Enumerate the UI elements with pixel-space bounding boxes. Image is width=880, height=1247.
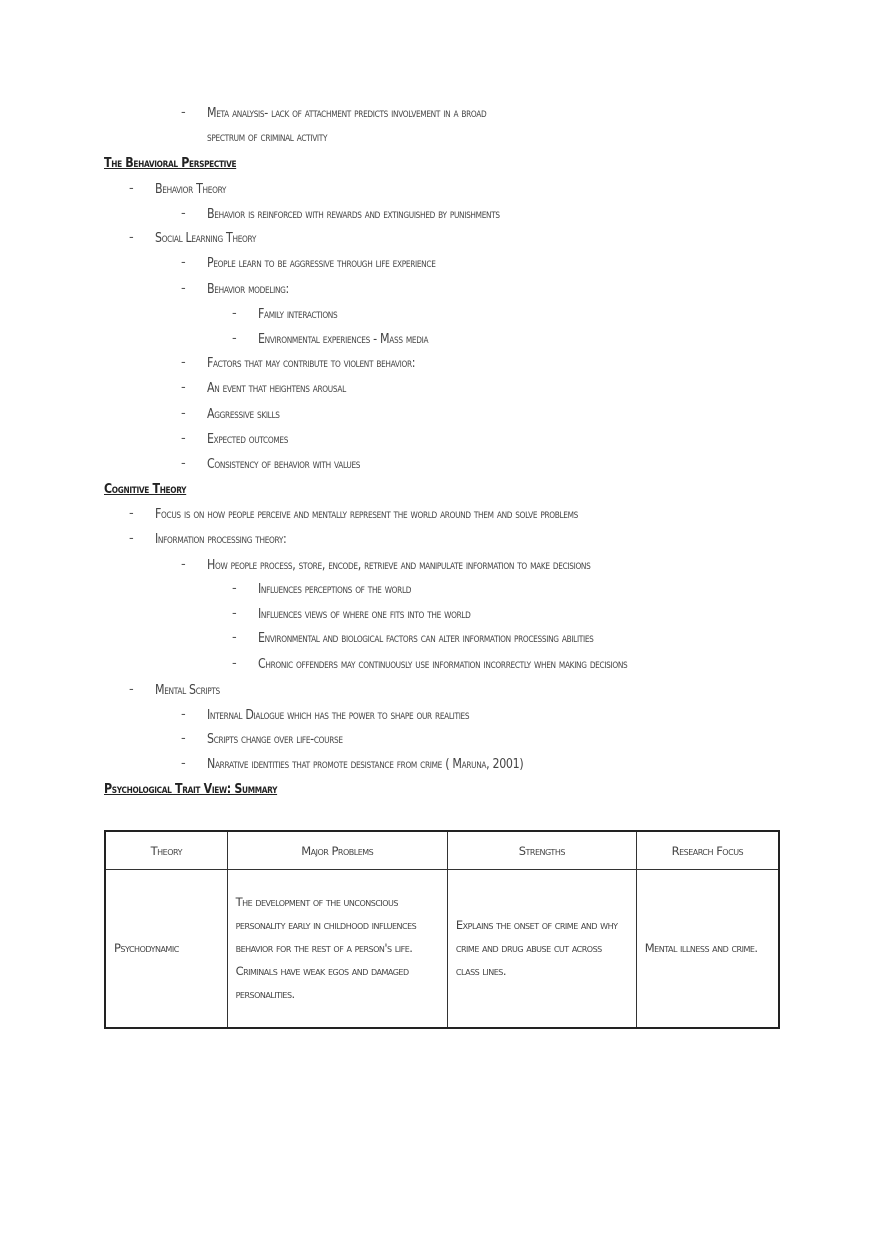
list-item: Influences perceptions of the world bbox=[258, 581, 412, 597]
bullet-dash: - bbox=[232, 606, 237, 621]
cell-theory: Psychodynamic bbox=[105, 870, 227, 1029]
bullet-dash: - bbox=[232, 331, 237, 346]
list-item: Chronic offenders may continuously use information incorrectly when making decisions bbox=[258, 656, 628, 672]
list-item: Behavior Theory bbox=[155, 181, 227, 197]
list-item: Information processing theory: bbox=[155, 531, 287, 547]
column-header-strengths: Strengths bbox=[447, 831, 636, 870]
list-item: Influences views of where one fits into the world bbox=[258, 606, 471, 622]
list-item: People learn to be aggressive through life experience bbox=[207, 255, 436, 271]
list-item: Focus is on how people perceive and mentally represent the world around them and solve problems bbox=[155, 506, 579, 522]
list-item: Family interactions bbox=[258, 306, 338, 322]
list-item: Mental Scripts bbox=[155, 682, 220, 698]
list-item: An event that heightens arousal bbox=[207, 380, 346, 396]
list-item: How people process, store, encode, retrieve and manipulate information to make decisions bbox=[207, 557, 591, 573]
table-row bbox=[105, 870, 779, 1029]
bullet-dash: - bbox=[181, 281, 186, 296]
list-item: Environmental and biological factors can alter information processing abilities bbox=[258, 630, 594, 646]
list-item-continuation: spectrum of criminal activity bbox=[207, 129, 328, 145]
bullet-dash: - bbox=[129, 506, 134, 521]
bullet-dash: - bbox=[129, 181, 134, 196]
bullet-dash: - bbox=[181, 105, 186, 120]
bullet-dash: - bbox=[181, 255, 186, 270]
bullet-dash: - bbox=[232, 656, 237, 671]
bullet-dash: - bbox=[181, 731, 186, 746]
list-item: Behavior is reinforced with rewards and extinguished by punishments bbox=[207, 206, 500, 222]
list-item: Social Learning Theory bbox=[155, 230, 257, 246]
bullet-dash: - bbox=[232, 306, 237, 321]
list-item: Aggressive skills bbox=[207, 406, 280, 422]
section-heading-summary: Psychological Trait View: Summary bbox=[104, 781, 278, 797]
table-header-row bbox=[105, 831, 779, 870]
column-header-research-focus: Research Focus bbox=[636, 831, 779, 870]
bullet-dash: - bbox=[181, 456, 186, 471]
list-item: Behavior modeling: bbox=[207, 281, 289, 297]
summary-table bbox=[104, 830, 780, 1029]
bullet-dash: - bbox=[181, 431, 186, 446]
cell-strengths: Explains the onset of crime and why crime and drug abuse cut across class lines. bbox=[447, 870, 636, 1029]
section-heading-behavioral: The Behavioral Perspective bbox=[104, 155, 237, 171]
bullet-dash: - bbox=[129, 531, 134, 546]
bullet-dash: - bbox=[129, 230, 134, 245]
list-item: Meta analysis- lack of attachment predicts involvement in a broad bbox=[207, 105, 487, 121]
column-header-major-problems: Major Problems bbox=[227, 831, 447, 870]
bullet-dash: - bbox=[181, 355, 186, 370]
bullet-dash: - bbox=[181, 756, 186, 771]
cell-major-problems: The development of the unconscious personality early in childhood influences behavior for the rest of a person's life. Criminals have weak egos and damaged personalities. bbox=[227, 870, 447, 1029]
column-header-theory: Theory bbox=[105, 831, 227, 870]
bullet-dash: - bbox=[181, 206, 186, 221]
bullet-dash: - bbox=[129, 682, 134, 697]
list-item: Scripts change over life-course bbox=[207, 731, 343, 747]
list-item: Internal Dialogue which has the power to shape our realities bbox=[207, 707, 470, 723]
section-heading-cognitive: Cognitive Theory bbox=[104, 481, 187, 497]
bullet-dash: - bbox=[232, 581, 237, 596]
list-item: Expected outcomes bbox=[207, 431, 289, 447]
list-item: Environmental experiences - Mass media bbox=[258, 331, 429, 347]
bullet-dash: - bbox=[181, 380, 186, 395]
bullet-dash: - bbox=[181, 557, 186, 572]
bullet-dash: - bbox=[181, 707, 186, 722]
cell-research-focus: Mental illness and crime. bbox=[636, 870, 779, 1029]
list-item: Factors that may contribute to violent behavior: bbox=[207, 355, 416, 371]
list-item: Narrative identities that promote desistance from crime ( Maruna, 2001) bbox=[207, 756, 524, 772]
list-item: Consistency of behavior with values bbox=[207, 456, 361, 472]
bullet-dash: - bbox=[181, 406, 186, 421]
bullet-dash: - bbox=[232, 630, 237, 645]
